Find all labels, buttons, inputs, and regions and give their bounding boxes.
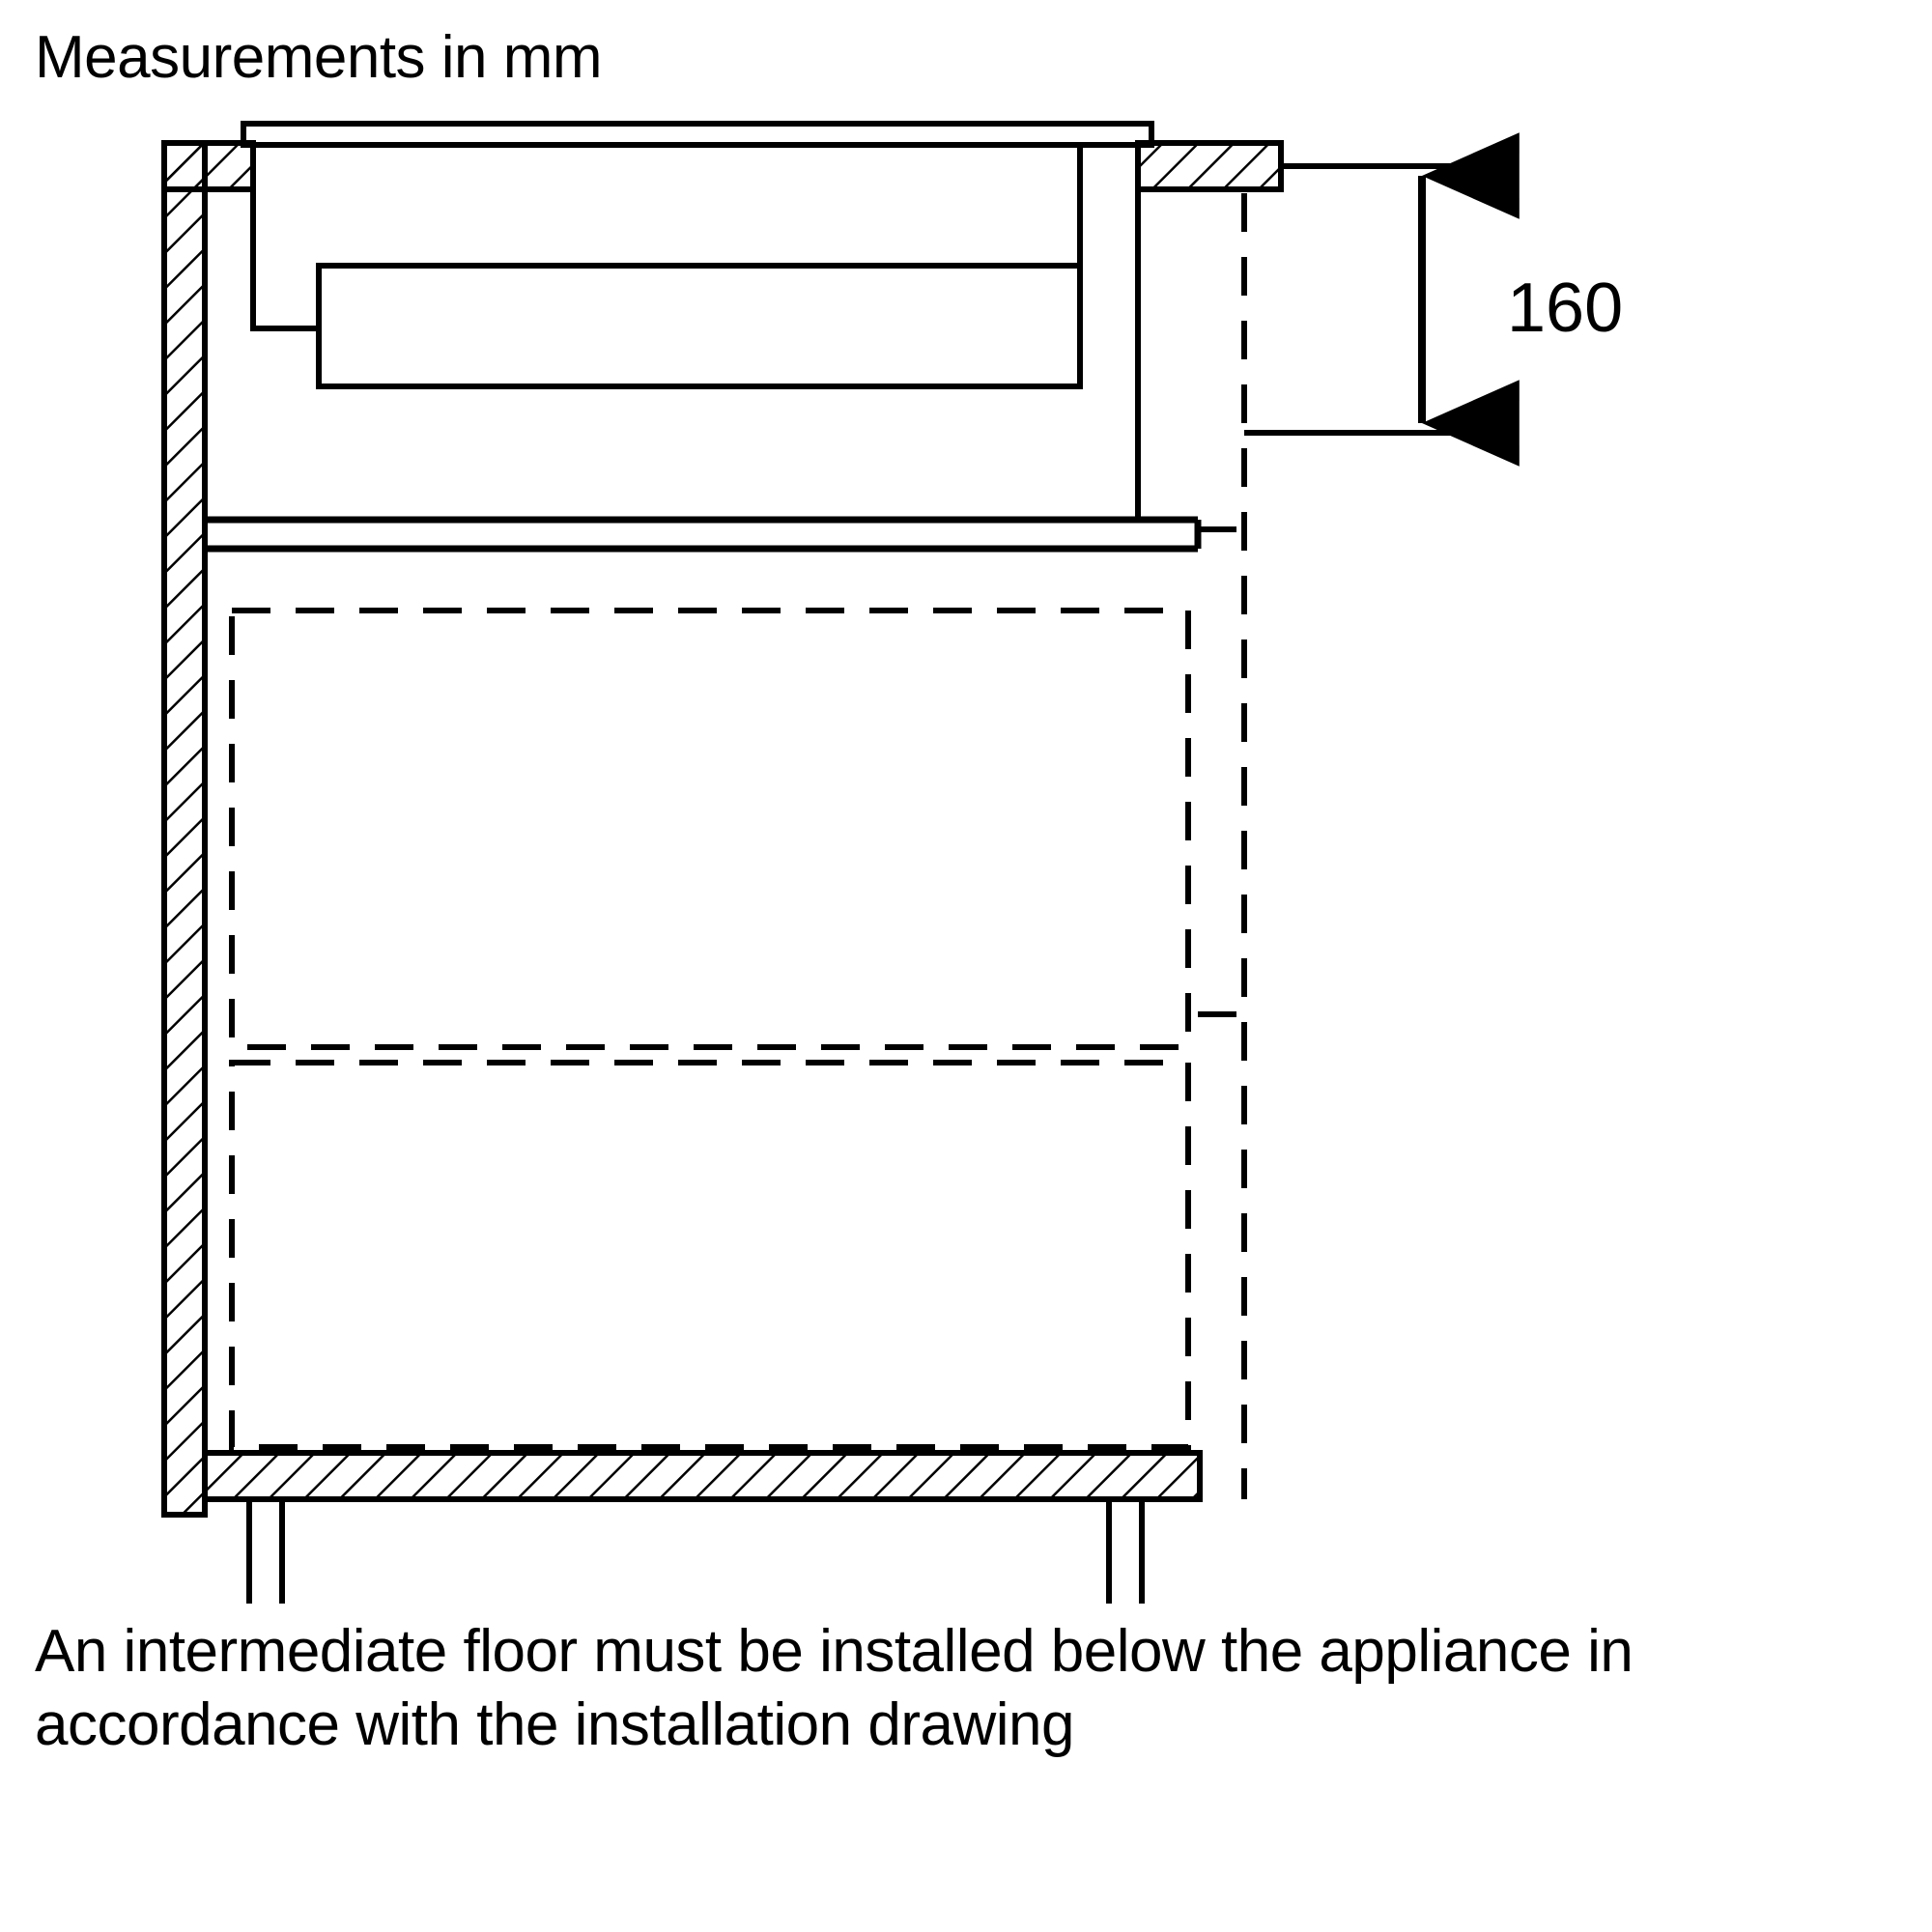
installation-drawing — [0, 97, 1932, 1604]
cabinet-left-wall-hatched — [164, 143, 205, 1515]
dimension-label-160: 160 — [1507, 270, 1624, 347]
appliance-body-sides — [205, 189, 1138, 522]
cabinet-top-panel-right-hatched — [1138, 143, 1281, 189]
cabinet-top-panel-left-hatched — [164, 143, 253, 189]
appliance-door-gap-line — [205, 520, 1198, 549]
page-title: Measurements in mm — [35, 24, 603, 91]
dashed-vertical-extension-line — [1198, 193, 1244, 1499]
cabinet-leg-right — [1090, 1499, 1161, 1604]
appliance-upper-body-outline — [253, 145, 1138, 386]
dimension-arrow-vertical-160 — [1244, 166, 1623, 433]
installation-note: An intermediate floor must be installed below the appliance in accordance with the installation drawing — [35, 1618, 1634, 1758]
dashed-interior-outline-upper — [232, 611, 1188, 1047]
appliance-top-flange — [243, 124, 1151, 145]
cabinet-leg-left — [230, 1499, 301, 1604]
intermediate-floor-hatched — [205, 1453, 1200, 1499]
dashed-interior-outline-lower — [232, 1063, 1188, 1447]
